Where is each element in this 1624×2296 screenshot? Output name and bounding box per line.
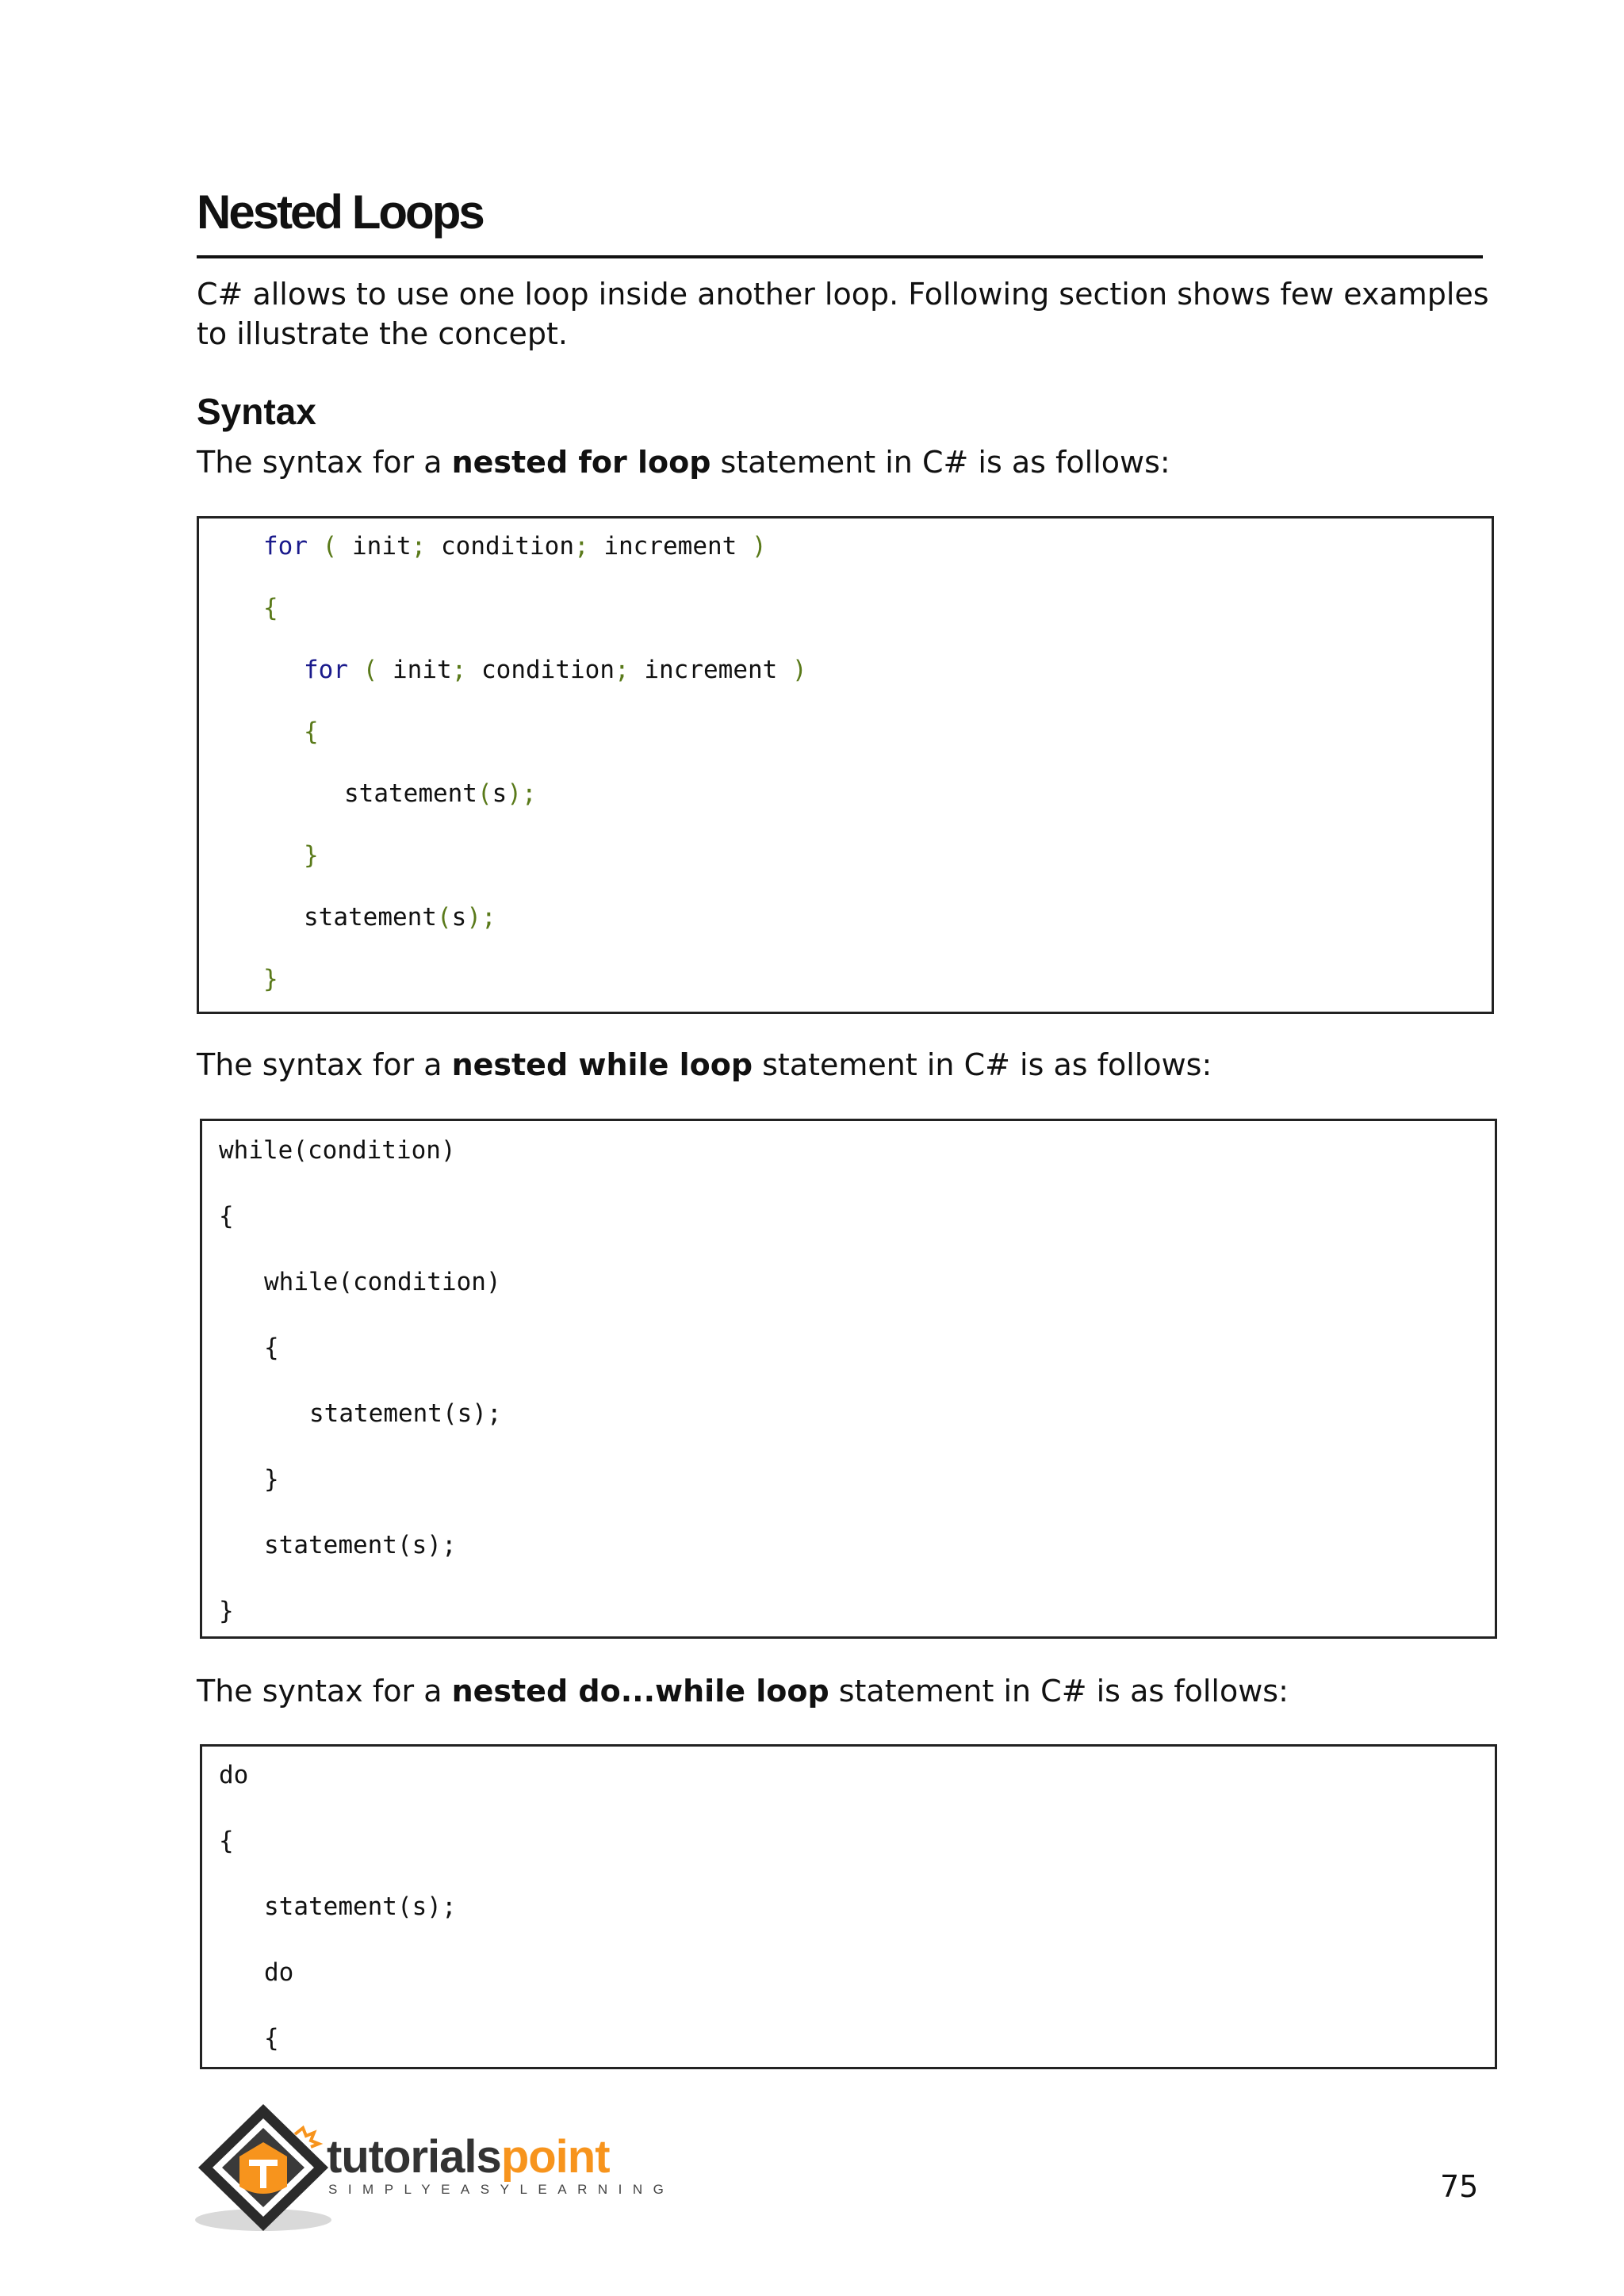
code-line: statement(s); bbox=[264, 1892, 457, 1921]
page-title: Nested Loops bbox=[197, 186, 483, 239]
code-line: for ( init; condition; increment ) bbox=[263, 532, 767, 561]
code-line: statement(s); bbox=[264, 1531, 457, 1559]
code-line: { bbox=[264, 1334, 279, 1362]
code-line: { bbox=[263, 594, 278, 622]
dowhile-syntax-intro bbox=[197, 1671, 1497, 1711]
intro-paragraph: C# allows to use one loop inside another loop. Following section shows few examples to illustrate the concept. bbox=[197, 277, 1489, 351]
dowhile-loop-code-box bbox=[200, 1744, 1497, 2069]
code-line: statement(s); bbox=[344, 779, 537, 808]
for-intro-prefix: The syntax for a bbox=[197, 445, 452, 480]
dowhile-intro-bold: nested do...while loop bbox=[451, 1674, 829, 1709]
code-line: } bbox=[264, 1465, 279, 1494]
for-syntax-intro bbox=[197, 442, 1497, 482]
title-underline bbox=[197, 255, 1483, 258]
logo-tagline: SIMPLYEASYLEARNING bbox=[328, 2182, 675, 2197]
code-line: while(condition) bbox=[219, 1136, 456, 1165]
logo-wordmark: tutorialspoint bbox=[327, 2131, 610, 2183]
code-line: { bbox=[219, 1202, 234, 1230]
code-line: do bbox=[264, 1958, 294, 1987]
code-line: } bbox=[219, 1597, 234, 1625]
code-line: { bbox=[219, 1827, 234, 1855]
page-number: 75 bbox=[1440, 2169, 1479, 2204]
code-line: { bbox=[264, 2024, 279, 2053]
code-line: statement(s); bbox=[309, 1399, 502, 1428]
code-line: { bbox=[304, 718, 319, 746]
code-line: } bbox=[304, 841, 319, 870]
dowhile-intro-suffix: statement in C# is as follows: bbox=[829, 1674, 1289, 1709]
code-line: for ( init; condition; increment ) bbox=[304, 656, 807, 684]
code-line: statement(s); bbox=[304, 903, 496, 932]
syntax-heading: Syntax bbox=[197, 391, 316, 432]
for-intro-suffix: statement in C# is as follows: bbox=[710, 445, 1170, 480]
while-loop-code-box bbox=[200, 1119, 1497, 1639]
code-line: do bbox=[219, 1761, 249, 1789]
for-intro-bold: nested for loop bbox=[451, 445, 711, 480]
code-line: while(condition) bbox=[264, 1268, 501, 1296]
while-intro-bold: nested while loop bbox=[451, 1047, 753, 1082]
code-line: } bbox=[263, 965, 278, 993]
while-intro-suffix: statement in C# is as follows: bbox=[753, 1047, 1212, 1082]
for-loop-code-box bbox=[197, 516, 1494, 1014]
while-syntax-intro bbox=[197, 1045, 1497, 1085]
dowhile-intro-prefix: The syntax for a bbox=[197, 1674, 452, 1709]
while-intro-prefix: The syntax for a bbox=[197, 1047, 452, 1082]
